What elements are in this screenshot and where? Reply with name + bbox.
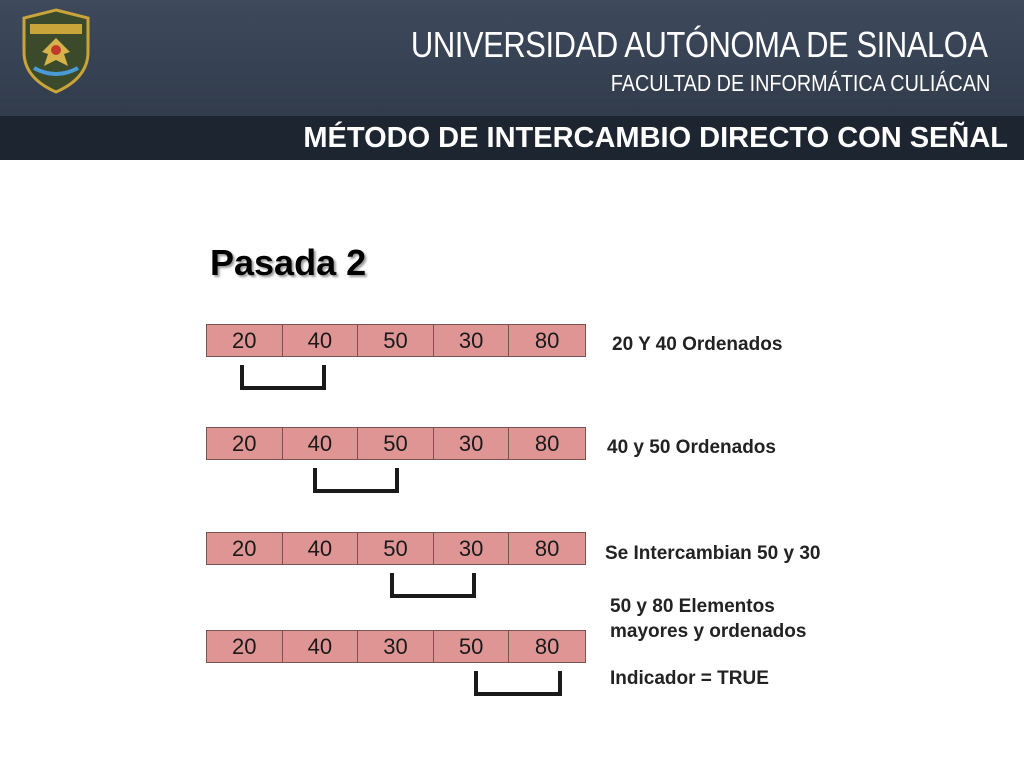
array-cell: 30 [434, 325, 510, 356]
array-cell: 20 [207, 428, 283, 459]
university-crest-icon [20, 8, 92, 94]
step-note-continued: mayores y ordenados [610, 621, 807, 642]
array-cell: 50 [358, 428, 434, 459]
array-cell: 40 [283, 325, 359, 356]
array-cell: 40 [283, 631, 359, 662]
comparison-bracket [240, 365, 326, 390]
comparison-bracket [313, 468, 399, 493]
array-cell: 50 [358, 325, 434, 356]
array-row [206, 532, 586, 565]
array-cell: 50 [358, 533, 434, 564]
step-note: 20 Y 40 Ordenados [612, 334, 783, 355]
step-note: 50 y 80 Elementos [610, 596, 775, 617]
slide-title: MÉTODO DE INTERCAMBIO DIRECTO CON SEÑAL [303, 122, 1008, 154]
array-cell: 80 [509, 428, 585, 459]
pass-title: Pasada 2 [210, 242, 367, 283]
array-cell: 80 [509, 533, 585, 564]
array-cell: 30 [434, 428, 510, 459]
array-cell: 30 [358, 631, 434, 662]
array-cell: 40 [283, 533, 359, 564]
array-row [206, 324, 586, 357]
array-row [206, 630, 586, 663]
array-cell: 30 [434, 533, 510, 564]
university-name: UNIVERSIDAD AUTÓNOMA DE SINALOA [411, 24, 988, 65]
array-row [206, 427, 586, 460]
array-cell: 80 [509, 631, 585, 662]
step-note: 40 y 50 Ordenados [607, 437, 776, 458]
array-cell: 80 [509, 325, 585, 356]
array-cell: 20 [207, 631, 283, 662]
array-cell: 40 [283, 428, 359, 459]
indicator-note: Indicador = TRUE [610, 668, 769, 689]
step-note: Se Intercambian 50 y 30 [605, 543, 821, 564]
comparison-bracket [474, 671, 562, 696]
array-cell: 50 [434, 631, 510, 662]
comparison-bracket [390, 573, 476, 598]
array-cell: 20 [207, 533, 283, 564]
array-cell: 20 [207, 325, 283, 356]
faculty-name: FACULTAD DE INFORMÁTICA CULIÁCAN [610, 70, 990, 96]
